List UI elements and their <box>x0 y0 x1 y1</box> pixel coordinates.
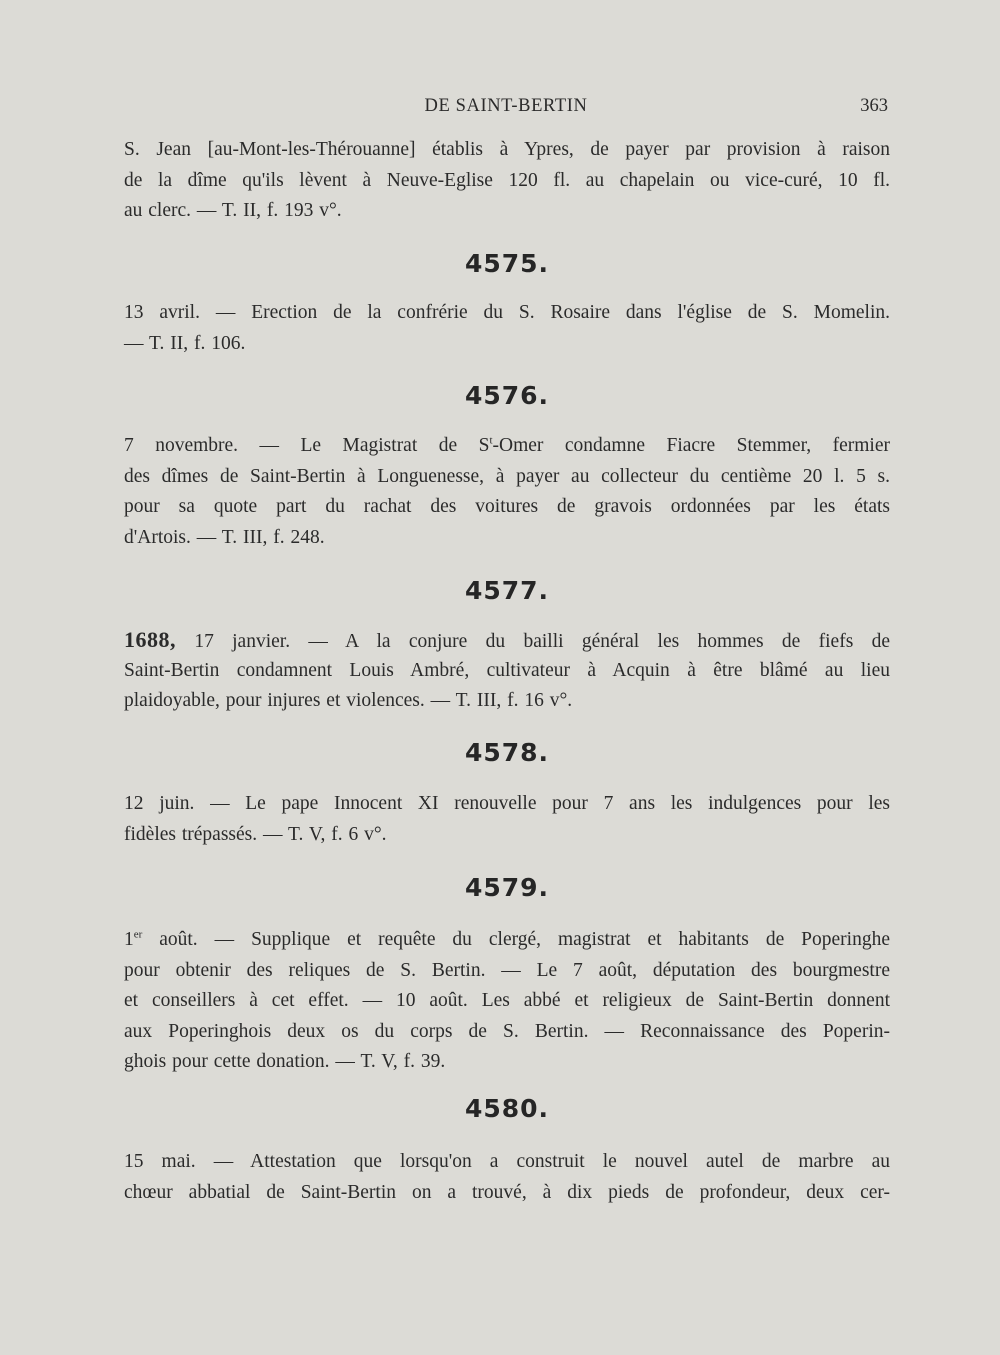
text-line: d'Artois. — T. III, f. 248. <box>124 526 325 548</box>
text-line: aux Poperinghois deux os du corps de S. Bertin. — Reconnaissance des Poperin- <box>124 1020 890 1042</box>
intro-paragraph <box>124 135 890 227</box>
text-line <box>124 625 890 656</box>
text-line: — T. II, f. 106. <box>124 332 246 354</box>
text-line: fidèles trépassés. — T. V, f. 6 v°. <box>124 823 387 845</box>
entry-paragraph <box>124 925 890 1078</box>
text-line: chœur abbatial de Saint-Bertin on a trouvé, à dix pieds de profondeur, deux cer- <box>124 1181 890 1203</box>
entry-paragraph <box>124 1147 890 1208</box>
running-title: DE SAINT-BERTIN <box>424 96 588 116</box>
entry-number: 4577. <box>464 576 550 605</box>
entry-paragraph <box>124 431 890 553</box>
text-line: 15 mai. — Attestation que lorsqu'on a construit le nouvel autel de marbre au <box>124 1151 890 1172</box>
superscript: er <box>133 928 143 941</box>
entry-number: 4579. <box>464 873 550 902</box>
year: 1688, <box>124 627 176 652</box>
line-rest: 17 janvier. — A la conjure du bailli général les hommes de fiefs de <box>194 631 890 652</box>
text-line: et conseillers à cet effet. — 10 août. Les abbé et religieux de Saint-Bertin donnent <box>124 990 890 1011</box>
text-line: 13 avril. — Erection de la confrérie du S. Rosaire dans l'église de S. Momelin. <box>124 302 890 323</box>
text-line <box>124 431 890 462</box>
entry-number: 4576. <box>464 381 550 410</box>
text-line: S. Jean [au-Mont-les-Thérouanne] établis à Ypres, de payer par provision à raison <box>124 139 890 160</box>
line-rest: -Omer condamne Fiacre Stemmer, fermier <box>492 435 890 456</box>
text-line: pour sa quote part du rachat des voitures de gravois ordonnées par les états <box>124 496 890 517</box>
line-prefix: 1 <box>124 929 134 950</box>
superscript: t <box>489 434 493 447</box>
text-line: 12 juin. — Le pape Innocent XI renouvelle pour 7 ans les indulgences pour les <box>124 793 890 814</box>
text-line: au clerc. — T. II, f. 193 v°. <box>124 200 342 221</box>
entry-number: 4578. <box>464 738 550 767</box>
text-line: plaidoyable, pour injures et violences. — T. III, f. 16 v°. <box>124 690 573 711</box>
text-line: ghois pour cette donation. — T. V, f. 39. <box>124 1051 446 1072</box>
text-line: Saint-Bertin condamnent Louis Ambré, cultivateur à Acquin à être blâmé au lieu <box>124 659 890 681</box>
text-line <box>124 925 890 956</box>
entry-number: 4575. <box>464 249 550 278</box>
line-rest: août. — Supplique et requête du clergé, magistrat et habitants de Poperinghe <box>142 929 890 950</box>
text-line: pour obtenir des reliques de S. Bertin. — Le 7 août, députation des bourgmestre <box>124 959 890 981</box>
running-header <box>124 96 888 120</box>
page-number: 363 <box>860 96 888 116</box>
text-line: des dîmes de Saint-Bertin à Longuenesse, à payer au collecteur du centième 20 l. 5 s. <box>124 465 890 487</box>
line-prefix: 7 novembre. — Le Magistrat de S <box>124 435 490 456</box>
entry-paragraph <box>124 625 890 717</box>
entry-number: 4580. <box>464 1094 550 1123</box>
entry-paragraph <box>124 789 890 850</box>
entry-paragraph <box>124 298 890 359</box>
text-line: de la dîme qu'ils lèvent à Neuve-Eglise 120 fl. au chapelain ou vice-curé, 10 fl. <box>124 169 890 191</box>
